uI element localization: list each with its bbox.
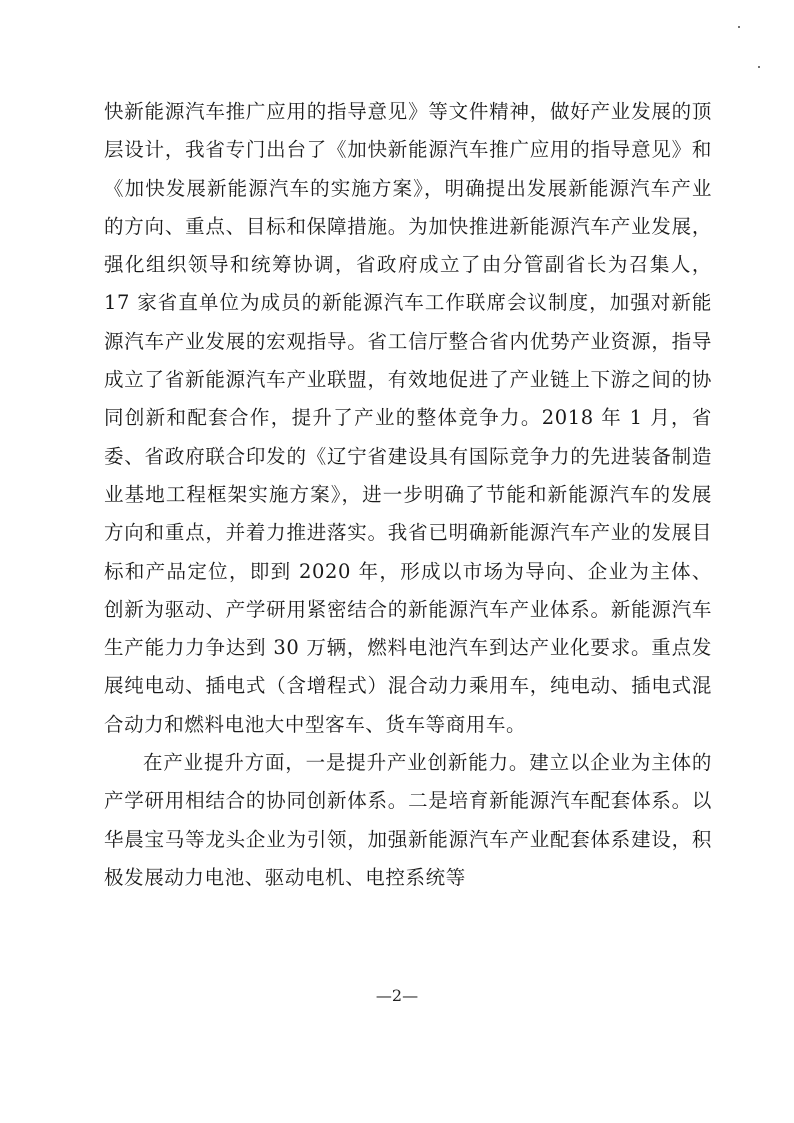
paragraph-1: 快新能源汽车推广应用的指导意见》等文件精神，做好产业发展的顶层设计，我省专门出台了《加快新能源汽车推广应用的指导意见》和《加快发展新能源汽车的实施方案》，明确提出发展新能源汽车产业的方向、重点、目标和保障措施。为加快推进新能源汽车产业发展，强化组织领导和统筹协调，省政府成立了由分管副省长为召集人，17 家省直单位为成员的新能源汽车工作联席会议制度，加强对新能源汽车产业发展的宏观指导。省工信厅整合省内优势产业资源，指导成立了省新能源汽车产业联盟，有效地促进了产业链上下游之间的协同创新和配套合作，提升了产业的整体竞争力。2018 年 1 月，省委、省政府联合印发的《辽宁省建设具有国际竞争力的先进装备制造业基地工程框架实施方案》，进一步明确了节能和新能源汽车的发展方向和重点，并着力推进落实。我省已明确新能源汽车产业的发展目标和产品定位，即到 2020 年，形成以市场为导向、企业为主体、创新为驱动、产学研用紧密结合的新能源汽车产业体系。新能源汽车生产能力力争达到 30 万辆，燃料电池汽车到达产业化要求。重点发展纯电动、插电式（含增程式）混合动力乘用车，纯电动、插电式混合动力和燃料电池大中型客车、货车等商用车。 xyxy=(104,100,712,736)
body-text xyxy=(104,93,712,897)
paragraph-2: 在产业提升方面，一是提升产业创新能力。建立以企业为主体的产学研用相结合的协同创新体系。二是培育新能源汽车配套体系。以华晨宝马等龙头企业为引领，加强新能源汽车产业配套体系建设，积极发展动力电池、驱动电机、电控系统等 xyxy=(104,751,712,889)
scan-speck xyxy=(758,66,760,68)
page-number: —2— xyxy=(375,986,419,1005)
scan-speck xyxy=(738,26,740,28)
